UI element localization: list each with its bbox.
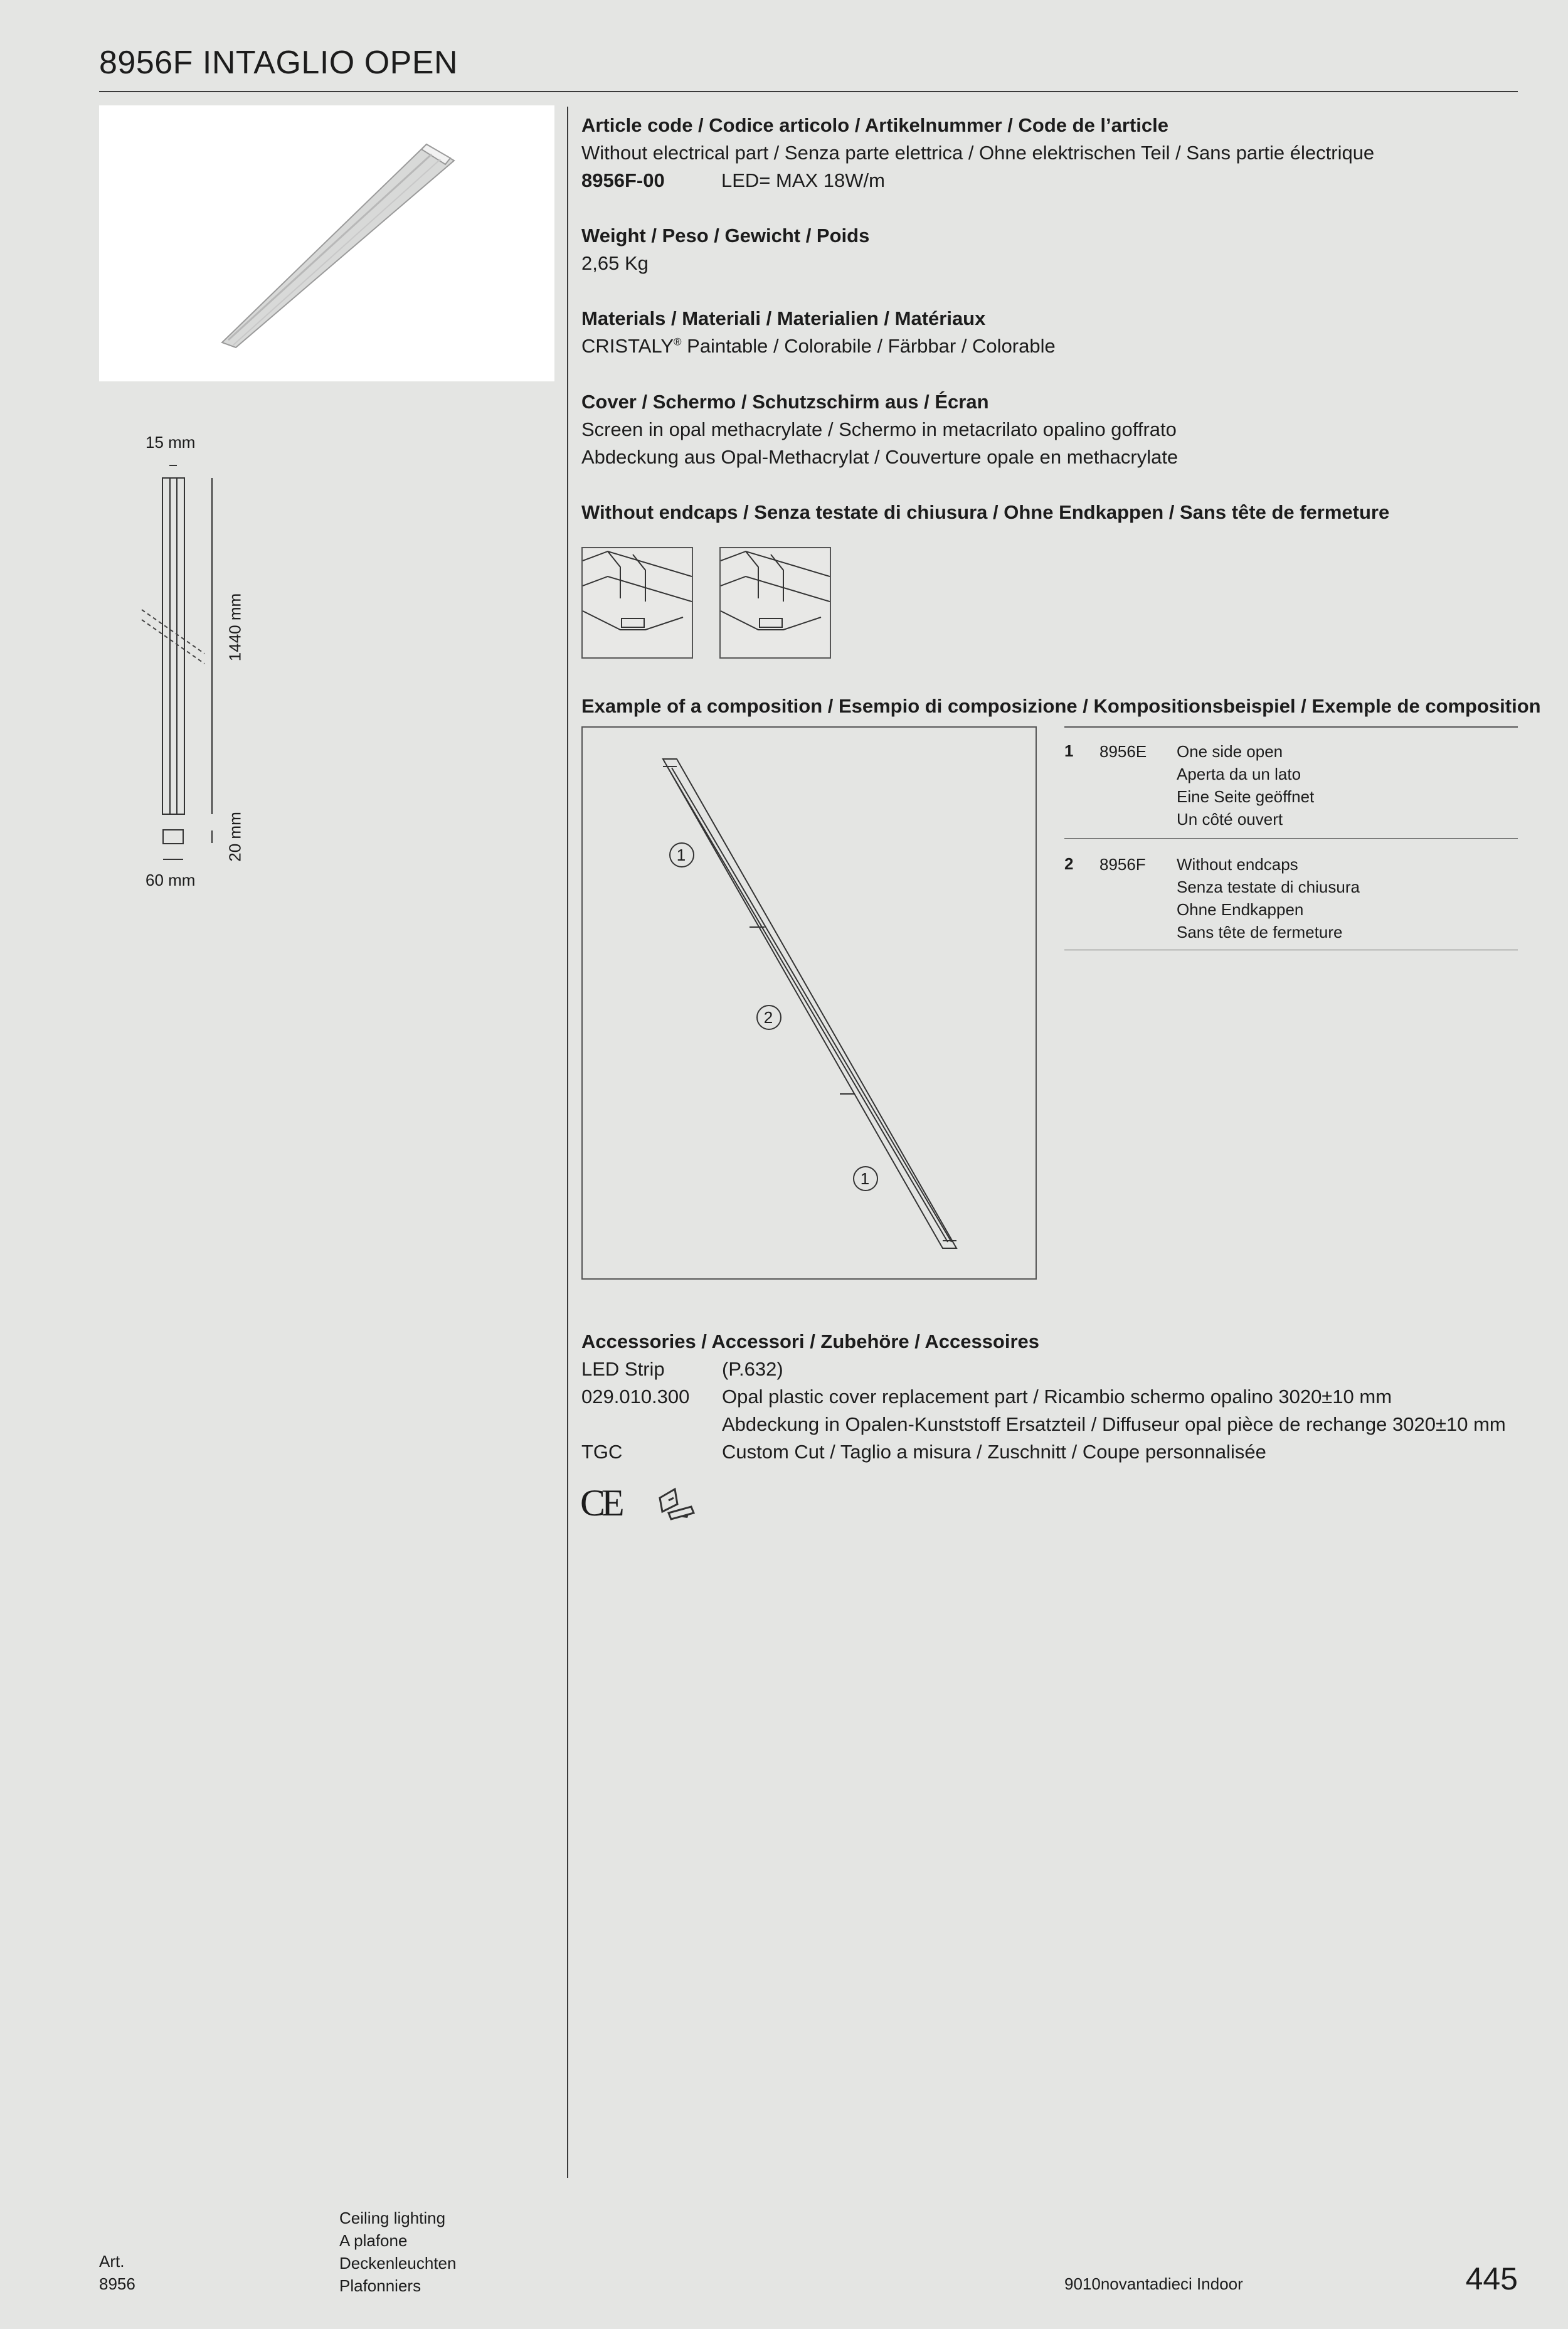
dim-width-top: 15 mm	[146, 433, 196, 452]
endcap-illustration-1	[581, 547, 693, 659]
legend-num-1: 1	[1064, 741, 1074, 760]
legend-desc-line: Un côté ouvert	[1177, 810, 1283, 829]
footer-art-value: 8956	[99, 2274, 135, 2293]
cover-line2: Abdeckung aus Opal-Methacrylat / Couverture opale en methacrylate	[581, 446, 1179, 468]
accessory-code-1: LED Strip	[581, 1358, 665, 1380]
dim-height: 20 mm	[225, 812, 245, 862]
endcaps-heading: Without endcaps / Senza testate di chiusura / Ohne Endkappen / Sans tête de fermeture	[581, 501, 1390, 523]
page-title: 8956F INTAGLIO OPEN	[99, 45, 458, 81]
legend-rule-top	[1064, 726, 1518, 728]
legend-desc-line: Sans tête de fermeture	[1177, 923, 1343, 942]
composition-heading: Example of a composition / Esempio di composizione / Kompositionsbeispiel / Exemple de composition	[581, 695, 1541, 717]
materials-brand: CRISTALY	[581, 335, 674, 357]
title-divider	[99, 91, 1518, 92]
article-line1: Without electrical part / Senza parte elettrica / Ohne elektrischen Teil / Sans partie électrique	[581, 142, 1375, 164]
legend-desc-line: Senza testate di chiusura	[1177, 878, 1360, 896]
footer-category-line: Deckenleuchten	[339, 2254, 457, 2273]
cover-line1: Screen in opal methacrylate / Schermo in metacrilato opalino goffrato	[581, 418, 1177, 440]
column-divider	[567, 107, 568, 2178]
legend-code-1: 8956E	[1099, 742, 1147, 761]
accessory-code-4: TGC	[581, 1441, 623, 1463]
product-photo-illustration	[99, 105, 554, 381]
footer-art-label: Art.	[99, 2252, 125, 2271]
article-heading: Article code / Codice articolo / Artikelnummer / Code de l’article	[581, 114, 1168, 136]
legend-desc-line: One side open	[1177, 742, 1283, 761]
endcap-illustration-2	[719, 547, 831, 659]
legend-code-2: 8956F	[1099, 855, 1146, 874]
composition-drawing	[581, 726, 1037, 1280]
dim-length: 1440 mm	[225, 593, 245, 662]
footer-brand: 9010novantadieci Indoor	[1064, 2274, 1243, 2293]
legend-desc-line: Without endcaps	[1177, 855, 1298, 874]
materials-text: Paintable / Colorabile / Färbbar / Colorable	[681, 335, 1056, 357]
accessory-desc-1: (P.632)	[722, 1358, 783, 1380]
footer-category-line: A plafone	[339, 2231, 408, 2250]
article-code: 8956F-00	[581, 169, 665, 191]
dimension-drawing	[94, 452, 282, 878]
legend-desc-line: Aperta da un lato	[1177, 765, 1301, 783]
composition-marker-1: 1	[676, 846, 686, 864]
weight-value: 2,65 Kg	[581, 252, 649, 274]
materials-heading: Materials / Materiali / Materialien / Matériaux	[581, 307, 986, 329]
mounting-surface-icon	[656, 1485, 700, 1529]
cover-heading: Cover / Schermo / Schutzschirm aus / Écran	[581, 391, 989, 413]
composition-marker-2: 2	[763, 1008, 773, 1027]
legend-num-2: 2	[1064, 854, 1074, 873]
accessory-desc-3: Abdeckung in Opalen-Kunststoff Ersatzteil / Diffuseur opal pièce de rechange 3020±10 mm	[722, 1413, 1506, 1435]
footer-category-line: Ceiling lighting	[339, 2209, 446, 2227]
article-spec: LED= MAX 18W/m	[721, 169, 885, 191]
accessories-heading: Accessories / Accessori / Zubehöre / Accessoires	[581, 1330, 1040, 1352]
dim-width-bottom: 60 mm	[146, 871, 196, 889]
accessory-desc-4: Custom Cut / Taglio a misura / Zuschnitt / Coupe personnalisée	[722, 1441, 1266, 1463]
legend-desc-line: Eine Seite geöffnet	[1177, 787, 1315, 806]
materials-value	[581, 335, 1056, 358]
product-photo	[99, 105, 554, 381]
registered-mark: ®	[674, 336, 682, 348]
composition-marker-3: 1	[860, 1169, 870, 1188]
legend-rule-mid	[1064, 838, 1518, 839]
footer-category	[339, 2207, 456, 2297]
footer-category-line: Plafonniers	[339, 2276, 421, 2295]
legend-desc-2	[1177, 853, 1360, 943]
page-number: 445	[1465, 2261, 1518, 2296]
weight-heading: Weight / Peso / Gewicht / Poids	[581, 225, 870, 247]
accessory-desc-2: Opal plastic cover replacement part / Ricambio schermo opalino 3020±10 mm	[722, 1386, 1392, 1408]
accessory-code-2: 029.010.300	[581, 1386, 690, 1408]
legend-desc-1	[1177, 740, 1314, 830]
legend-desc-line: Ohne Endkappen	[1177, 900, 1304, 919]
ce-mark-icon: CE	[580, 1482, 621, 1524]
